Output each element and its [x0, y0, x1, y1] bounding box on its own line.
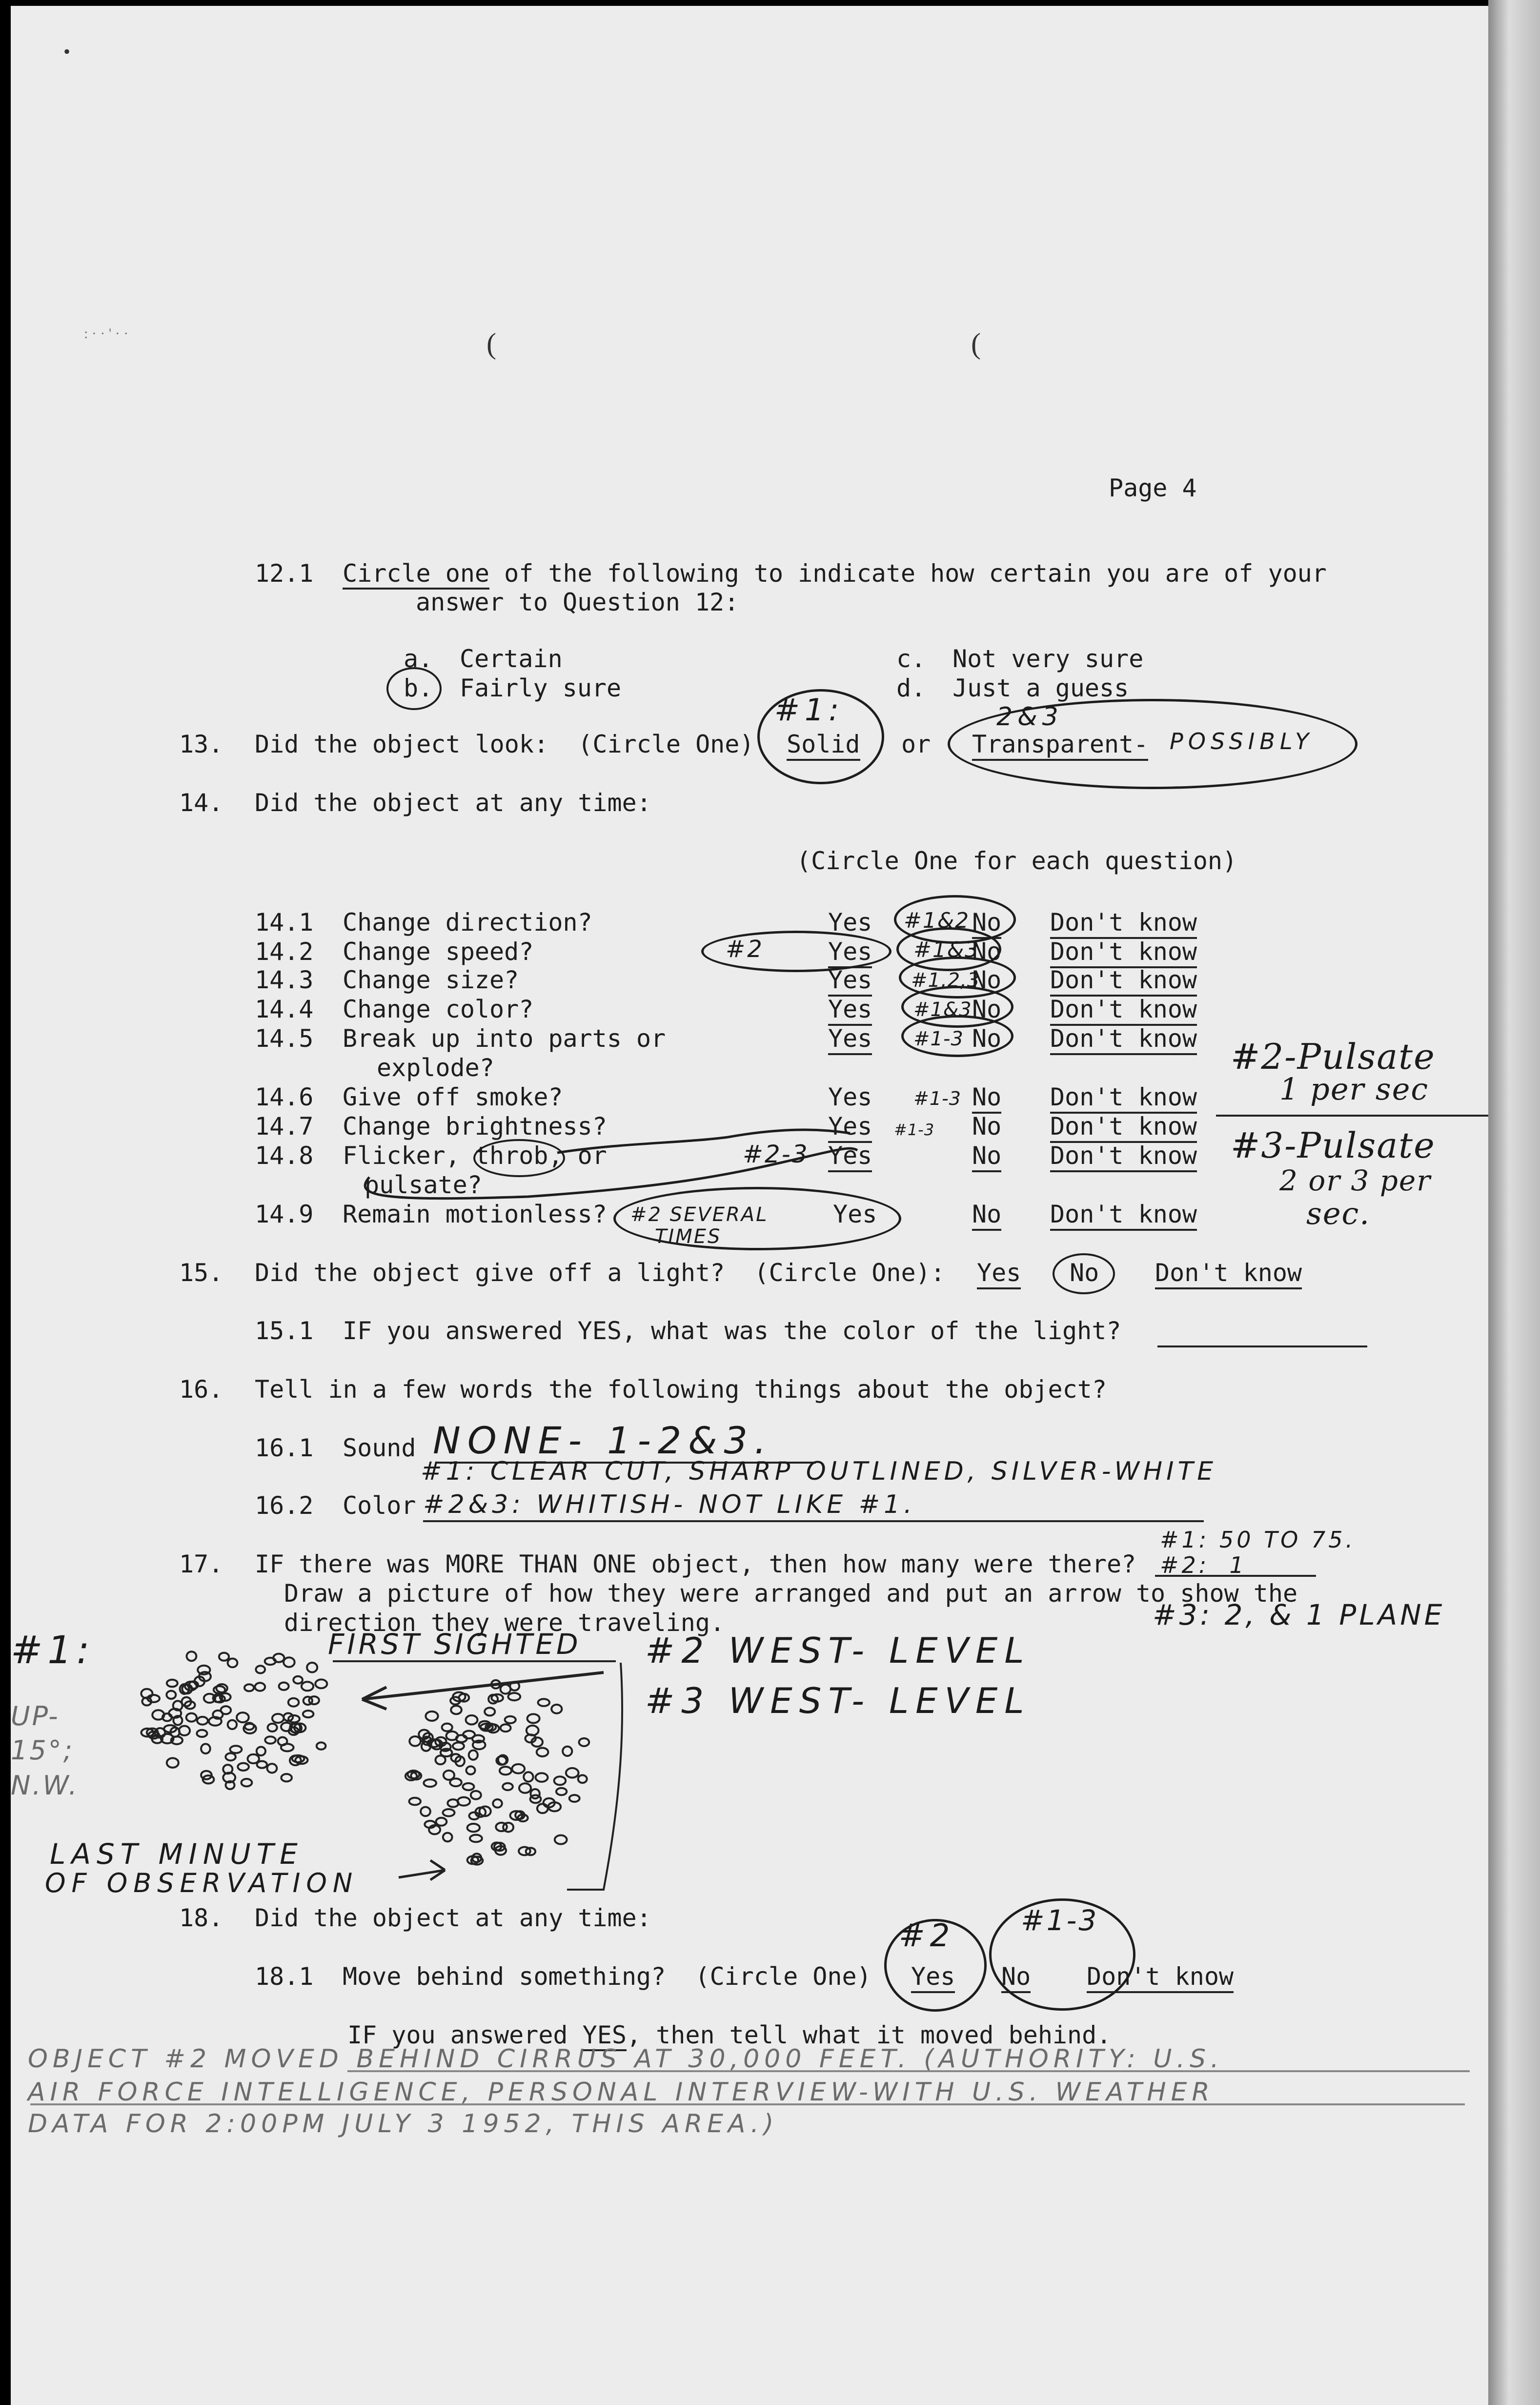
q12-1-circle-one: Circle one [343, 559, 489, 590]
hw-row-note: #2 SEVERAL [630, 1203, 769, 1226]
sketch-object-mark [554, 1776, 566, 1785]
scan-speck: • [63, 41, 71, 62]
q14-item-yes[interactable]: Yes [828, 965, 872, 997]
sketch-object-mark [551, 1705, 562, 1713]
q18-1-dont-know[interactable]: Don't know [1087, 1962, 1234, 1993]
q16-2-number: 16.2 [255, 1491, 314, 1520]
hw-row-note: #1-3 [894, 1121, 935, 1139]
q14-item-no[interactable]: No [972, 1141, 1001, 1172]
sketch-object-mark [288, 1698, 299, 1707]
sketch-object-mark [501, 1685, 511, 1694]
q14-item-yes[interactable]: Yes [828, 1024, 872, 1055]
q14-item-label: Remain motionless? [343, 1200, 607, 1228]
sketch-object-mark [167, 1758, 179, 1768]
sketch-object-mark [256, 1666, 265, 1673]
q18-number: 18. [179, 1904, 223, 1932]
sketch-object-mark [409, 1798, 420, 1805]
sketch-object-mark [485, 1708, 495, 1715]
sketch-object-mark [519, 1783, 531, 1793]
sketch-object-mark [225, 1753, 236, 1760]
hw-of-observation: OF OBSERVATION [45, 1868, 359, 1898]
q14-item-yes[interactable]: Yes [828, 1141, 872, 1172]
q16-1-label: Sound [343, 1434, 416, 1462]
hw-row-note-continued: TIMES [655, 1225, 722, 1248]
sketch-object-mark [228, 1720, 237, 1729]
sketch-object-mark [471, 1791, 481, 1799]
q14-item-no[interactable]: No [972, 1082, 1001, 1114]
hw-first-sighted: FIRST SIGHTED [328, 1628, 581, 1661]
q15-dont-know[interactable]: Don't know [1155, 1258, 1302, 1289]
sketch-object-mark [466, 1715, 478, 1725]
hw-possibly-note: POSSIBLY [1170, 728, 1314, 754]
q14-item-dont-know[interactable]: Don't know [1050, 995, 1197, 1026]
sketch-object-mark [409, 1736, 421, 1746]
q14-item-label: Change size? [343, 966, 519, 994]
hw-transparent-note: 2&3 [996, 702, 1063, 732]
scan-speck: : · · ' · · [84, 326, 129, 342]
sketch-object-mark [186, 1651, 196, 1661]
q14-item-no[interactable]: No [972, 1112, 1002, 1141]
q15-yes[interactable]: Yes [977, 1258, 1021, 1289]
sketch-object-mark [257, 1761, 267, 1768]
sketch-object-mark [268, 1724, 277, 1732]
sketch-object-mark [524, 1772, 533, 1781]
sketch-object-mark [257, 1747, 265, 1755]
q18-1-text: Move behind something? (Circle One) [343, 1962, 871, 1991]
sketch-object-mark [536, 1773, 548, 1782]
sketch-object-mark [317, 1742, 326, 1749]
sketch-object-mark [538, 1699, 550, 1706]
q14-item-label: Flicker, throb, or [343, 1141, 607, 1170]
sketch-object-mark [458, 1797, 470, 1806]
sketch-object-mark [197, 1717, 208, 1725]
sketch-object-mark [493, 1799, 502, 1808]
hw-moved-behind-1: OBJECT #2 MOVED BEHIND CIRRUS AT 30,000 FEET. (AUTHORITY: U.S. [28, 2044, 1224, 2074]
sketch-object-mark [443, 1809, 454, 1816]
hw-object-1-label: #1: [11, 1629, 95, 1672]
q15-no[interactable]: No [1070, 1259, 1099, 1287]
q17-line2: Draw a picture of how they were arranged and put an arrow to show the [284, 1579, 1298, 1608]
q14-item-number: 14.2 [255, 938, 314, 966]
sketch-object-mark [530, 1789, 539, 1798]
sketch-object-mark [302, 1682, 313, 1691]
q18-1-yes[interactable]: Yes [911, 1962, 955, 1993]
q15-1-text: IF you answered YES, what was the color of the light? [343, 1317, 1121, 1345]
sketch-object-mark [293, 1676, 303, 1684]
q18-1-number: 18.1 [255, 1962, 314, 1991]
q13-solid-option[interactable]: Solid [787, 730, 860, 761]
sketch-object-mark [201, 1744, 210, 1753]
q16-number: 16. [179, 1375, 223, 1404]
sketch-object-mark [309, 1696, 319, 1704]
q16-1-number: 16.1 [255, 1434, 314, 1462]
q14-item-no[interactable]: No [972, 1024, 1002, 1053]
sketch-object-mark [315, 1679, 327, 1688]
hw-solid-note: #1: [774, 692, 844, 728]
q12-1-option-a-letter[interactable]: a. [404, 645, 433, 673]
form-page [11, 6, 1488, 2405]
hw-count-3: #3: 2, & 1 PLANE [1153, 1598, 1445, 1631]
q14-item-dont-know[interactable]: Don't know [1050, 1112, 1197, 1143]
sketch-object-mark [307, 1663, 317, 1672]
hw-west-3: #3 WEST- LEVEL [645, 1680, 1031, 1721]
sketch-object-mark [505, 1716, 516, 1723]
sketch-object-mark [303, 1711, 314, 1717]
sketch-object-mark [556, 1788, 567, 1795]
scan-edge [1488, 0, 1540, 2405]
q14-item-yes[interactable]: Yes [828, 937, 872, 968]
sketch-object-mark [421, 1807, 430, 1816]
q15-number: 15. [179, 1259, 223, 1287]
q15-1-number: 15.1 [255, 1317, 314, 1345]
q12-1-option-a-text[interactable]: Certain [460, 645, 563, 673]
page-number: Page 4 [1109, 474, 1197, 502]
sketch-object-mark [424, 1779, 436, 1787]
hw-margin-pulsate-3-rate: 2 or 3 per [1279, 1164, 1431, 1197]
hw-q18-yes-note: #2 [899, 1918, 955, 1954]
hw-margin-pulsate-3: #3-Pulsate [1231, 1125, 1436, 1166]
hw-margin-pulsate-2: #2-Pulsate [1231, 1036, 1436, 1077]
sketch-object-mark [470, 1835, 482, 1842]
sketch-object-mark [508, 1693, 520, 1700]
sketch-object-mark [267, 1764, 277, 1773]
hw-row-note: #2-3 [743, 1140, 809, 1168]
sketch-object-mark [442, 1724, 452, 1732]
hw-14-2-left-note: #2 [726, 936, 764, 963]
q14-item-dont-know[interactable]: Don't know [1050, 1024, 1197, 1055]
sketch-object-mark [281, 1774, 292, 1781]
q16-text: Tell in a few words the following things about the object? [255, 1375, 1107, 1404]
sketch-object-mark [242, 1779, 252, 1786]
q14-item-label: Change color? [343, 995, 534, 1023]
hw-count-1: #1: 50 TO 75. [1160, 1527, 1356, 1553]
sketch-object-mark [167, 1680, 178, 1687]
hw-row-note: #1&2 [904, 908, 970, 933]
q13-or: or [901, 730, 931, 758]
sketch-object-mark [219, 1653, 229, 1661]
q14-item-number: 14.4 [255, 995, 314, 1023]
q17-line1: IF there was MORE THAN ONE object, then how many were there? [255, 1550, 1136, 1578]
q12-1-option-b-text[interactable]: Fairly sure [460, 674, 622, 702]
q15-text: Did the object give off a light? (Circle One): [255, 1259, 945, 1287]
hw-color-answer-2: #2&3: WHITISH- NOT LIKE #1. [423, 1490, 916, 1519]
sketch-object-mark [501, 1724, 511, 1732]
sketch-object-mark [512, 1764, 525, 1773]
sketch-object-mark [443, 1833, 452, 1842]
sketch-object-mark [569, 1795, 580, 1802]
q12-1-line1-rest: of the following to indicate how certain you are of your [489, 559, 1327, 588]
sketch-object-mark [230, 1746, 242, 1753]
q14-item-yes[interactable]: Yes [833, 1200, 877, 1228]
q14-item-label-continued: pulsate? [365, 1171, 482, 1199]
sketch-object-mark [496, 1823, 507, 1831]
sketch-object-mark [579, 1738, 589, 1746]
sketch-object-mark [279, 1682, 289, 1690]
hw-count-2: #2: 1 [1160, 1552, 1247, 1578]
sketch-object-mark [166, 1691, 176, 1699]
sketch-object-mark [527, 1714, 540, 1723]
scan-speck: ( [971, 327, 981, 360]
hw-west-2: #2 WEST- LEVEL [645, 1630, 1031, 1671]
q14-number: 14. [179, 789, 223, 817]
q16-2-label: Color [343, 1491, 416, 1520]
hw-direction-1: UP- [11, 1701, 60, 1732]
sketch-object-mark [453, 1743, 464, 1750]
sketch-object-mark [436, 1818, 446, 1826]
q14-item-no[interactable]: No [972, 966, 1002, 994]
q14-item-yes[interactable]: Yes [828, 995, 872, 1026]
sketch-object-mark [500, 1767, 511, 1774]
sketch-object-mark [237, 1712, 249, 1722]
q14-item-number: 14.3 [255, 966, 314, 994]
q14-item-no[interactable]: No [972, 938, 1002, 966]
sketch-object-mark [284, 1657, 295, 1667]
sketch-object-mark [563, 1747, 572, 1756]
sketch-object-mark [519, 1847, 530, 1855]
sketch-object-mark [255, 1683, 265, 1691]
scan-speck: ( [486, 327, 496, 360]
sketch-object-mark [463, 1731, 475, 1738]
sketch-object-mark [503, 1783, 513, 1790]
q13-text: Did the object look: (Circle One) [255, 730, 754, 758]
q14-item-number: 14.8 [255, 1141, 314, 1170]
q12-1-line2: answer to Question 12: [416, 588, 739, 616]
q14-item-dont-know[interactable]: Don't know [1050, 1200, 1197, 1231]
sketch-object-mark [566, 1768, 579, 1778]
sketch-object-mark [197, 1730, 207, 1737]
sketch-object-mark [265, 1736, 276, 1744]
hw-row-note: #1,2,3 [911, 969, 980, 992]
q14-item-label: Change speed? [343, 938, 534, 966]
q18-answer-line[interactable] [347, 2070, 1470, 2072]
sketch-object-mark [426, 1712, 438, 1721]
q18-if-yes: YES [583, 2021, 627, 2051]
q14-text: Did the object at any time: [255, 789, 651, 817]
q17-line3: direction they were traveling. [284, 1609, 725, 1637]
hw-direction-2: 15°; [11, 1735, 74, 1766]
q12-1-number: 12.1 [255, 559, 314, 588]
q18-if-prefix: IF you answered [347, 2021, 583, 2049]
q18-text: Did the object at any time: [255, 1904, 651, 1932]
q14-item-no[interactable]: No [972, 995, 1002, 1023]
sketch-object-mark [537, 1804, 548, 1813]
sketch-object-mark [244, 1684, 254, 1691]
sketch-object-mark [469, 1751, 478, 1760]
q13-number: 13. [179, 730, 223, 758]
q12-1-option-c-letter[interactable]: c. [896, 645, 926, 673]
q14-item-dont-know[interactable]: Don't know [1050, 937, 1197, 968]
q12-1-option-c-text[interactable]: Not very sure [952, 645, 1144, 673]
q14-circle-note: (Circle One for each question) [796, 847, 1237, 875]
q14-item-label: Change brightness? [343, 1112, 607, 1141]
sketch-object-mark [228, 1659, 238, 1668]
q18-if-rest: , then tell what it moved behind. [626, 2021, 1112, 2049]
q14-item-dont-know[interactable]: Don't know [1050, 1082, 1197, 1114]
sketch-object-mark [451, 1706, 462, 1714]
hw-row-note: #1&3 [913, 999, 972, 1021]
sketch-object-mark [186, 1713, 197, 1722]
q14-item-no[interactable]: No [972, 1200, 1001, 1231]
sketch-object-mark [578, 1775, 587, 1783]
hw-row-note: #1-3 [913, 1028, 964, 1050]
hw-q18-no-note: #1-3 [1021, 1904, 1099, 1937]
q14-item-label: Give off smoke? [343, 1083, 563, 1111]
q17-number: 17. [179, 1550, 223, 1578]
hw-moved-behind-2: AIR FORCE INTELLIGENCE, PERSONAL INTERVIEW-WITH U.S. WEATHER [28, 2078, 1215, 2107]
sketch-object-mark [463, 1783, 474, 1790]
sketch-object-mark [450, 1778, 462, 1786]
q14-item-number: 14.5 [255, 1024, 314, 1053]
formation-sketch [11, 6, 1488, 1958]
q14-item-number: 14.1 [255, 908, 314, 937]
sketch-object-mark [179, 1726, 190, 1735]
q12-1-option-d-letter[interactable]: d. [896, 674, 926, 702]
q14-item-yes[interactable]: Yes [828, 1112, 872, 1143]
q14-item-dont-know[interactable]: Don't know [1050, 965, 1197, 997]
q14-item-dont-know[interactable]: Don't know [1050, 1141, 1197, 1172]
sketch-object-mark [435, 1755, 445, 1764]
q12-1-option-d-text[interactable]: Just a guess [952, 674, 1129, 702]
hw-row-note: #1&3 [913, 938, 980, 962]
hw-row-note: #1-3 [913, 1088, 961, 1109]
hw-last-minute: LAST MINUTE [50, 1837, 304, 1871]
q14-item-yes[interactable]: Yes [828, 1083, 872, 1111]
hw-sound-answer: NONE- 1-2&3. [433, 1419, 773, 1462]
q14-item-dont-know[interactable]: Don't know [1050, 908, 1197, 939]
sketch-object-mark [467, 1824, 480, 1832]
q14-item-no[interactable]: No [972, 908, 1001, 939]
q12-1-option-b-letter[interactable]: b. [404, 674, 433, 702]
q14-item-number: 14.6 [255, 1083, 314, 1111]
sketch-object-mark [466, 1766, 475, 1774]
hw-margin-pulsate-3-unit: sec. [1306, 1196, 1370, 1231]
hw-moved-behind-3: DATA FOR 2:00PM JULY 3 1952, THIS AREA.) [28, 2109, 779, 2139]
q18-1-no[interactable]: No [1001, 1962, 1031, 1993]
q13-transparent-option[interactable]: Transparent- [972, 730, 1148, 761]
sketch-object-mark [272, 1714, 284, 1723]
hw-color-answer-1: #1: CLEAR CUT, SHARP OUTLINED, SILVER-WHITE [421, 1457, 1217, 1486]
q14-item-label-continued: explode? [377, 1054, 494, 1082]
hw-margin-pulsate-2-rate: 1 per sec [1279, 1071, 1429, 1107]
q18-answer-line[interactable] [30, 2103, 1465, 2105]
q14-item-yes[interactable]: Yes [828, 908, 872, 937]
q14-item-number: 14.9 [255, 1200, 314, 1228]
q14-item-label: Break up into parts or [343, 1024, 666, 1053]
hw-direction-3: N.W. [11, 1770, 79, 1801]
sketch-object-mark [537, 1748, 548, 1756]
sketch-object-mark [238, 1763, 249, 1771]
q14-item-number: 14.7 [255, 1112, 314, 1141]
q14-item-label: Change direction? [343, 908, 592, 937]
sketch-object-mark [555, 1835, 567, 1844]
